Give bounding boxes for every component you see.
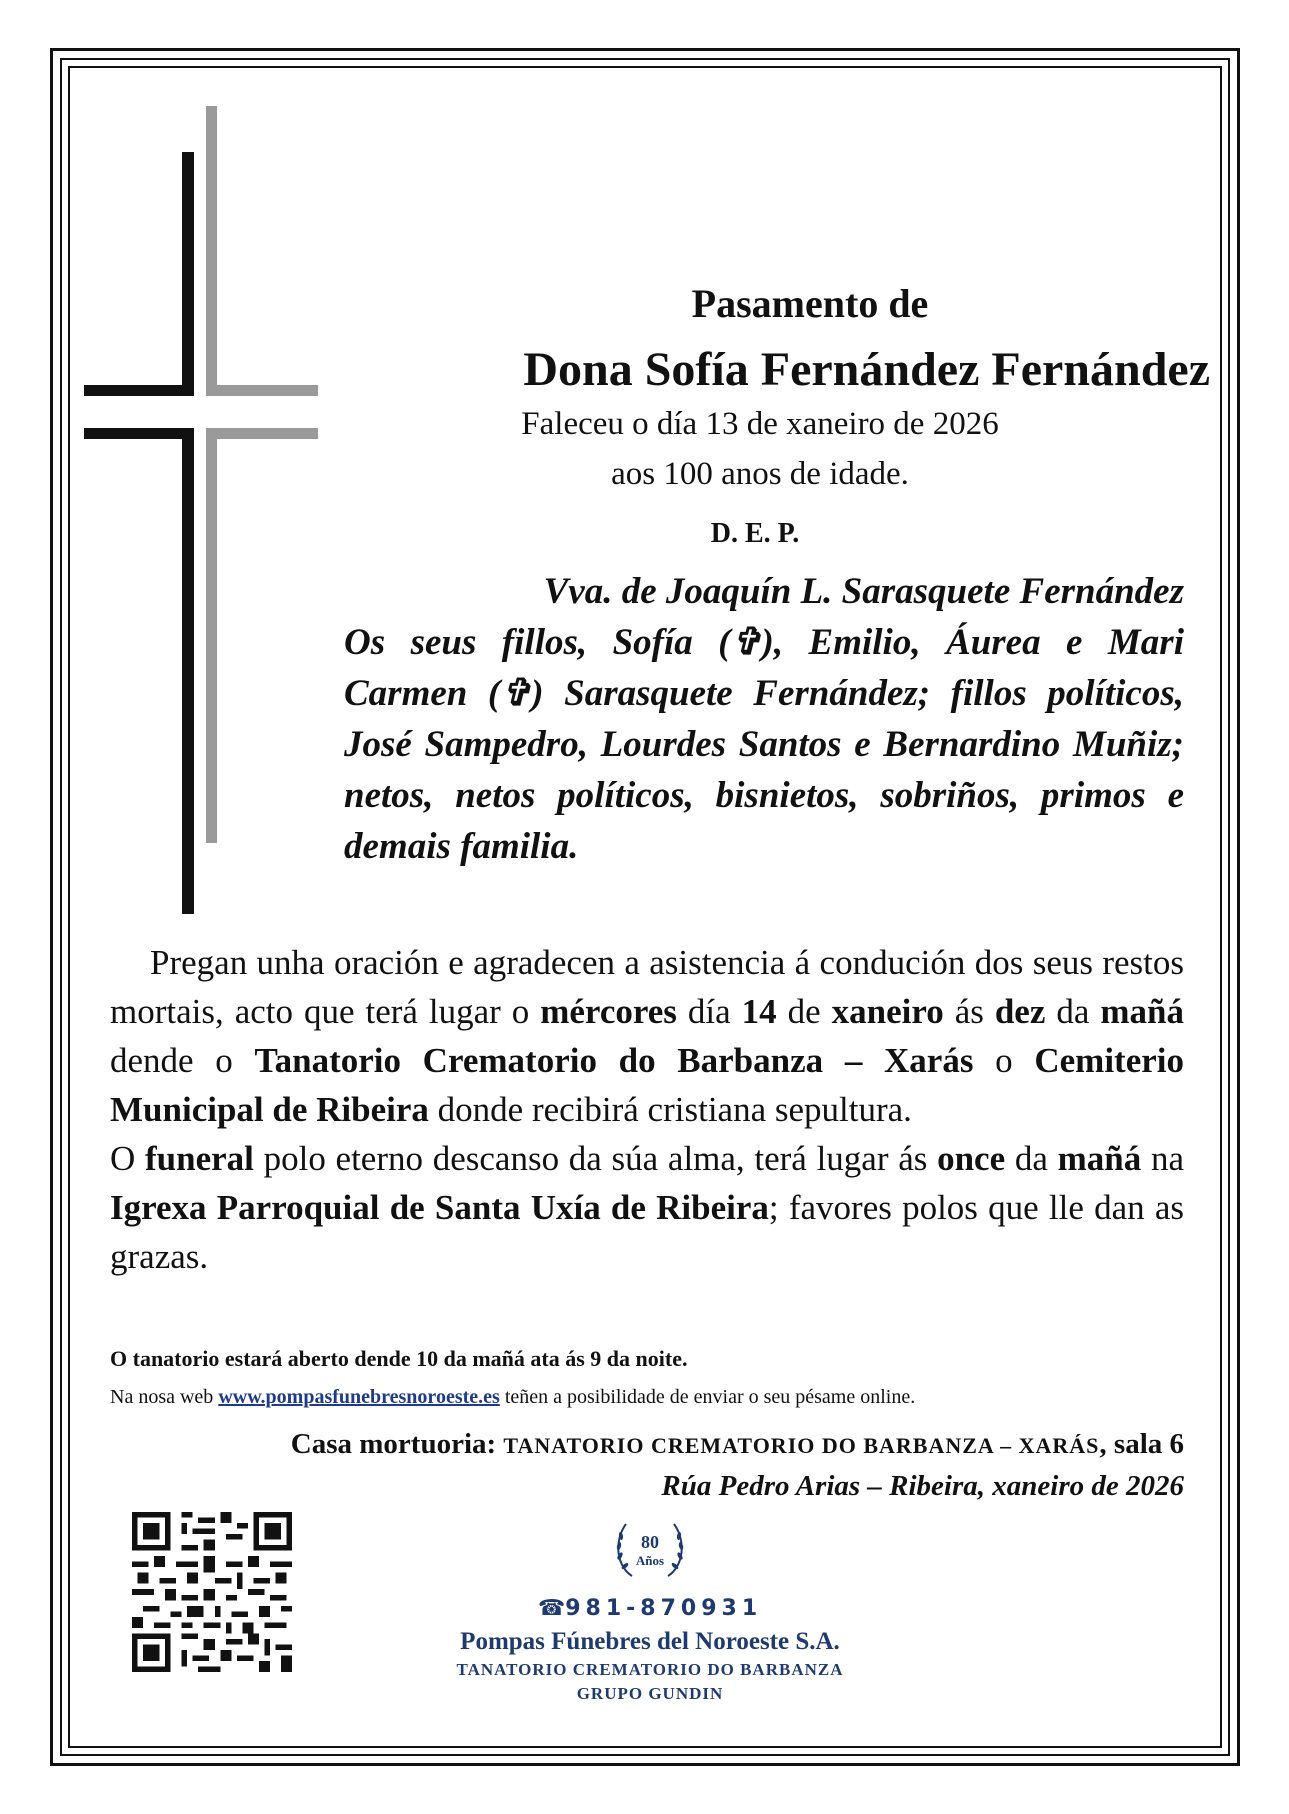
widow-line: Vva. de Joaquín L. Sarasquete Fernández — [543, 571, 1184, 612]
text-run: teñen a posibilidade de enviar o seu pésame online. — [499, 1386, 916, 1408]
company-subtitle: TANATORIO CREMATORIO DO BARBANZA — [456, 1660, 844, 1679]
mortuary-label: Casa mortuoria: — [290, 1428, 504, 1460]
mortuary-place: TANATORIO CREMATORIO DO BARBANZA – XARÁS — [503, 1433, 1100, 1458]
procession-paragraph — [110, 938, 1184, 1134]
age-at-death: aos 100 anos de idade. — [611, 456, 909, 492]
text-run: O — [110, 1139, 145, 1178]
procession-month: xaneiro — [831, 992, 944, 1031]
text-run: Na nosa web — [110, 1386, 219, 1408]
anniversary-logo-icon — [610, 1510, 690, 1590]
phone-number — [500, 1596, 800, 1621]
text-run: ás — [943, 992, 995, 1031]
funeral-church: Igrexa Parroquial de Santa Uxía de Ribeira — [110, 1188, 769, 1227]
text-run: o — [973, 1041, 1035, 1080]
family-paragraph — [344, 566, 1184, 872]
procession-date: 14 — [741, 992, 777, 1031]
text-run: donde recibirá cristiana sepultura. — [428, 1090, 912, 1129]
web-condolence-note — [110, 1386, 915, 1409]
procession-origin: Tanatorio Crematorio do Barbanza – Xarás — [254, 1041, 974, 1080]
text-run: de — [776, 992, 832, 1031]
mortuary-room: , sala 6 — [1099, 1428, 1184, 1460]
text-run: día — [676, 992, 742, 1031]
cross-gray-arm-top — [206, 385, 318, 396]
website-link[interactable]: www.pompasfunebresnoroeste.es — [218, 1386, 500, 1408]
logo-word: Años — [635, 1553, 665, 1568]
funeral-paragraph — [110, 1134, 1184, 1281]
text-run: Pregan unha oración e agradecen a asistencia á condución dos seus restos mortais, acto que terá lugar o — [110, 943, 1184, 1031]
funeral-morning: mañá — [1057, 1139, 1142, 1178]
family-members: Os seus fillos, Sofía (✞), Emilio, Áurea e Mari Carmen (✞) Sarasquete Fernández; fillos políticos, José Sampedro, Lourdes Santos e Bernardino Muñiz; netos, netos políticos, bisnietos, sobriños, primos e demais familia. — [344, 622, 1184, 867]
text-run: polo eterno descanso da súa alma, terá lugar ás — [253, 1139, 938, 1178]
cross-gray-vertical-top — [206, 106, 217, 396]
cross-black-arm-top — [84, 385, 194, 396]
cross-gray-vertical-bottom — [206, 428, 217, 843]
notice-title: Pasamento de — [691, 281, 929, 326]
procession-morning: mañá — [1100, 992, 1184, 1031]
dep-mark: D. E. P. — [710, 518, 800, 549]
qr-code[interactable] — [132, 1512, 292, 1672]
text-run: da — [1045, 992, 1101, 1031]
mortuary-line — [110, 1428, 1184, 1461]
cross-gray-arm-bottom — [206, 428, 318, 439]
cross-black-vertical-top — [182, 152, 194, 396]
phone-digits: 981-870931 — [565, 1596, 763, 1621]
deceased-name: Dona Sofía Fernández Fernández — [523, 343, 1210, 396]
logo-number: 80 — [641, 1532, 659, 1552]
ceremony-text — [110, 938, 1184, 1281]
phone-icon: ☎ — [537, 1596, 566, 1621]
cross-black-vertical-bottom — [182, 428, 194, 914]
funeral-word: funeral — [145, 1139, 254, 1178]
place-and-date: Rúa Pedro Arias – Ribeira, xaneiro de 2026 — [661, 1470, 1184, 1502]
company-group: GRUPO GUNDIN — [576, 1684, 724, 1703]
death-date: Faleceu o día 13 de xaneiro de 2026 — [521, 406, 999, 442]
procession-day: mércores — [540, 992, 677, 1031]
cross-black-arm-bottom — [84, 428, 194, 439]
company-name: Pompas Fúnebres del Noroeste S.A. — [460, 1628, 840, 1655]
procession-destination: Cemiterio Municipal de Ribeira — [110, 1041, 1184, 1129]
opening-hours-note: O tanatorio estará aberto dende 10 da mañá ata ás 9 da noite. — [110, 1346, 688, 1371]
text-run: da — [1005, 1139, 1058, 1178]
procession-time: dez — [994, 992, 1046, 1031]
text-run: dende o — [110, 1041, 255, 1080]
text-run: ; favores polos que lle dan as grazas. — [110, 1188, 1184, 1276]
funeral-time: once — [937, 1139, 1006, 1178]
text-run: na — [1141, 1139, 1184, 1178]
